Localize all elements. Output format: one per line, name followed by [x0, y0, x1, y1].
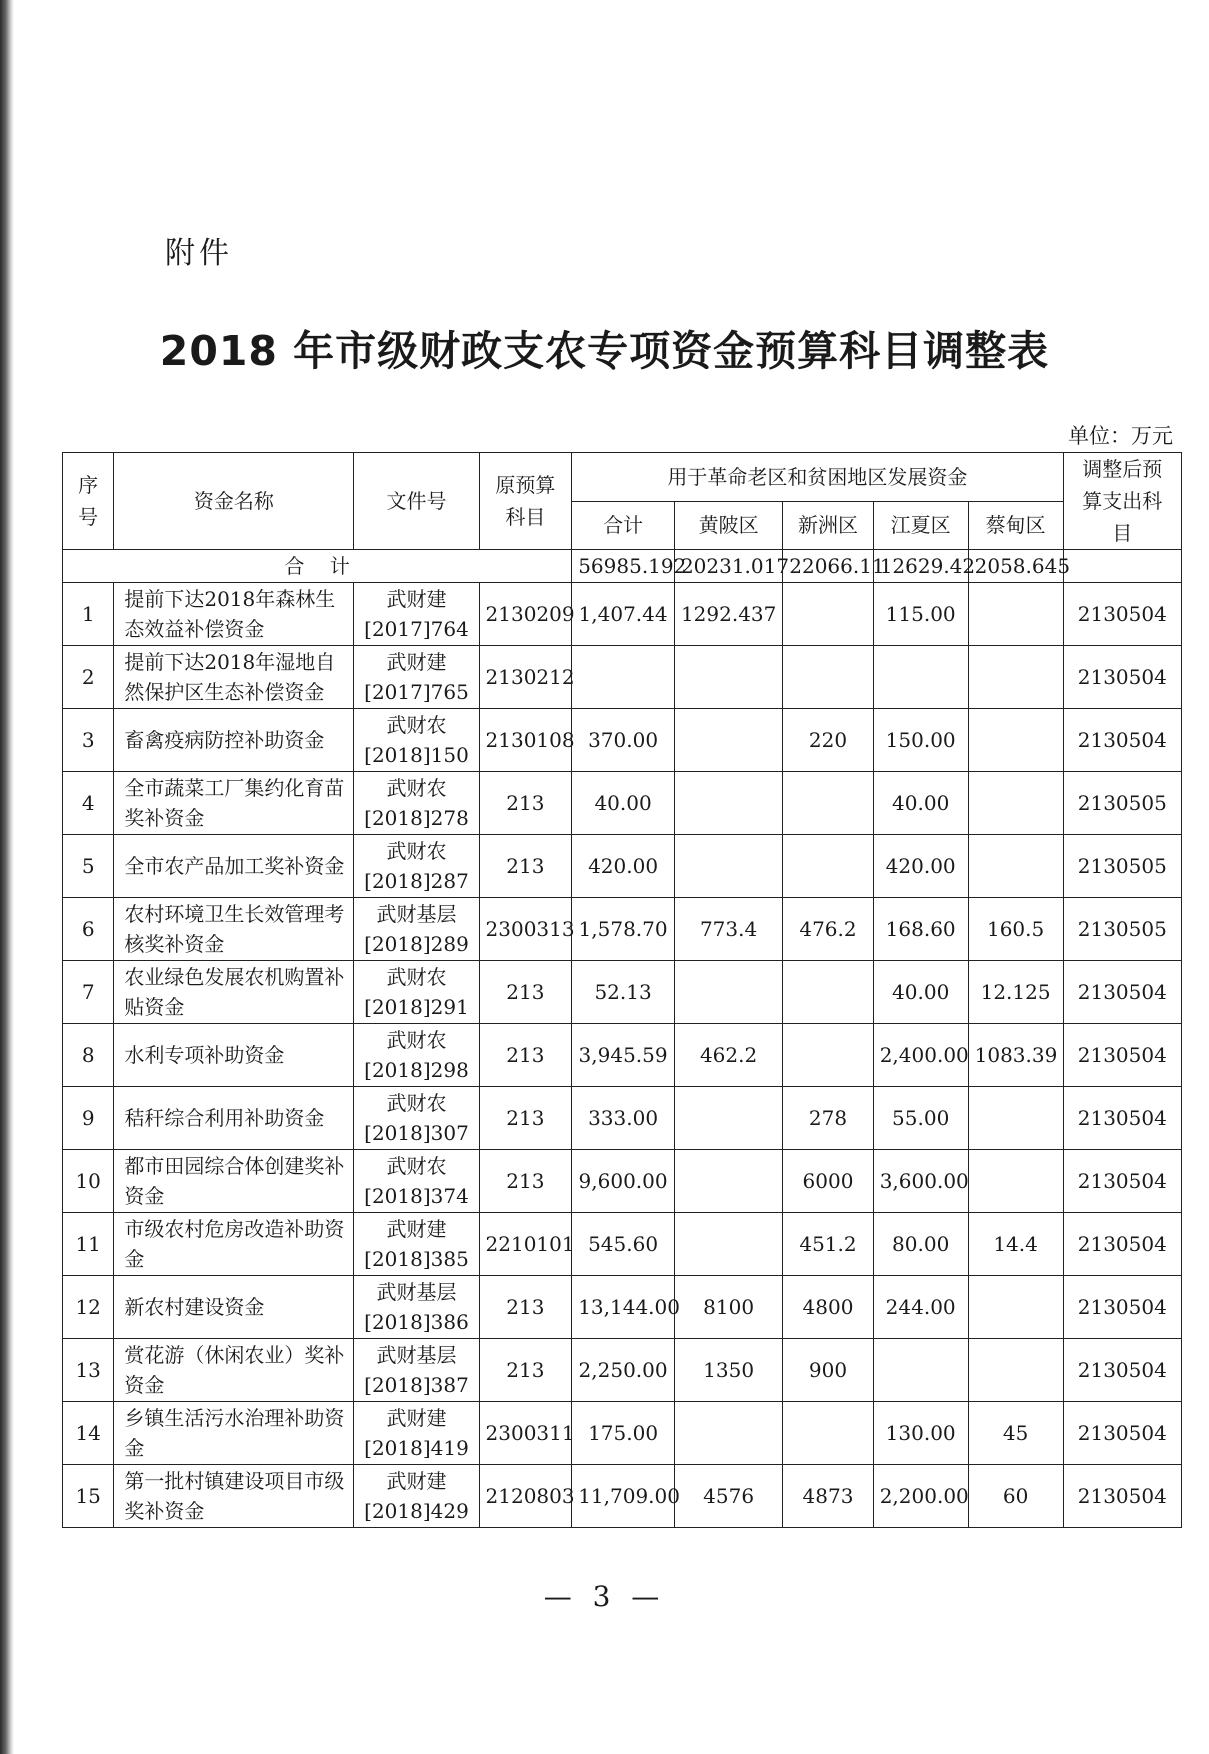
cell-name: 都市田园综合体创建奖补资金 — [114, 1150, 354, 1213]
table-row — [63, 961, 1182, 1024]
table-row — [63, 709, 1182, 772]
cell-xinzhou: 220 — [783, 709, 873, 772]
cell-orig: 2130212 — [479, 646, 572, 709]
cell-seq: 5 — [63, 835, 114, 898]
cell-caidian — [968, 646, 1063, 709]
cell-doc: 武财建[2018]429 — [354, 1465, 479, 1528]
cell-doc: 武财农[2018]287 — [354, 835, 479, 898]
cell-xinzhou — [783, 1402, 873, 1465]
cell-adjusted: 2130504 — [1063, 1213, 1181, 1276]
attachment-label: 附件 — [165, 236, 233, 271]
cell-huangpi: 773.4 — [674, 898, 782, 961]
cell-jiangxia — [873, 646, 968, 709]
cell-sum: 13,144.00 — [572, 1276, 675, 1339]
cell-jiangxia: 40.00 — [873, 772, 968, 835]
cell-adjusted: 2130504 — [1063, 961, 1181, 1024]
cell-caidian: 1083.39 — [968, 1024, 1063, 1087]
total-jiangxia: 12629.42 — [873, 550, 968, 583]
cell-name: 农村环境卫生长效管理考核奖补资金 — [114, 898, 354, 961]
cell-huangpi — [674, 709, 782, 772]
cell-sum: 1,407.44 — [572, 583, 675, 646]
header-xinzhou: 新洲区 — [783, 501, 873, 550]
cell-orig: 213 — [479, 835, 572, 898]
cell-xinzhou: 4800 — [783, 1276, 873, 1339]
cell-doc: 武财农[2018]150 — [354, 709, 479, 772]
cell-adjusted: 2130504 — [1063, 1276, 1181, 1339]
table-row — [63, 898, 1182, 961]
cell-seq: 7 — [63, 961, 114, 1024]
cell-xinzhou: 451.2 — [783, 1213, 873, 1276]
cell-adjusted: 2130504 — [1063, 1465, 1181, 1528]
cell-seq: 2 — [63, 646, 114, 709]
table-row — [63, 1213, 1182, 1276]
cell-jiangxia: 2,200.00 — [873, 1465, 968, 1528]
cell-adjusted: 2130504 — [1063, 583, 1181, 646]
header-adjusted: 调整后预算支出科目 — [1063, 453, 1181, 550]
cell-name: 新农村建设资金 — [114, 1276, 354, 1339]
cell-seq: 6 — [63, 898, 114, 961]
cell-caidian — [968, 1150, 1063, 1213]
cell-orig: 213 — [479, 1150, 572, 1213]
cell-doc: 武财建[2018]419 — [354, 1402, 479, 1465]
cell-adjusted: 2130505 — [1063, 835, 1181, 898]
cell-xinzhou: 476.2 — [783, 898, 873, 961]
budget-table — [62, 452, 1182, 1528]
header-sum: 合计 — [572, 501, 675, 550]
cell-doc: 武财基层[2018]289 — [354, 898, 479, 961]
cell-sum: 3,945.59 — [572, 1024, 675, 1087]
page-title: 2018 年市级财政支农专项资金预算科目调整表 — [159, 327, 1050, 375]
cell-huangpi: 1350 — [674, 1339, 782, 1402]
cell-seq: 11 — [63, 1213, 114, 1276]
cell-huangpi — [674, 646, 782, 709]
cell-name: 第一批村镇建设项目市级奖补资金 — [114, 1465, 354, 1528]
cell-jiangxia: 420.00 — [873, 835, 968, 898]
header-name: 资金名称 — [114, 453, 354, 550]
cell-orig: 213 — [479, 1276, 572, 1339]
cell-orig: 2130209 — [479, 583, 572, 646]
cell-orig: 213 — [479, 1339, 572, 1402]
cell-seq: 10 — [63, 1150, 114, 1213]
cell-adjusted: 2130504 — [1063, 1402, 1181, 1465]
cell-jiangxia: 115.00 — [873, 583, 968, 646]
cell-orig: 2210101 — [479, 1213, 572, 1276]
cell-xinzhou — [783, 1024, 873, 1087]
cell-sum — [572, 646, 675, 709]
total-label: 合 计 — [63, 550, 572, 583]
cell-huangpi: 8100 — [674, 1276, 782, 1339]
cell-sum: 2,250.00 — [572, 1339, 675, 1402]
cell-orig: 213 — [479, 1024, 572, 1087]
header-seq: 序号 — [63, 453, 114, 550]
cell-caidian: 12.125 — [968, 961, 1063, 1024]
total-xinzhou: 22066.11 — [783, 550, 873, 583]
table-row — [63, 583, 1182, 646]
cell-name: 全市蔬菜工厂集约化育苗奖补资金 — [114, 772, 354, 835]
cell-huangpi: 1292.437 — [674, 583, 782, 646]
cell-xinzhou — [783, 961, 873, 1024]
cell-name: 秸秆综合利用补助资金 — [114, 1087, 354, 1150]
cell-xinzhou: 4873 — [783, 1465, 873, 1528]
cell-seq: 12 — [63, 1276, 114, 1339]
table-row — [63, 772, 1182, 835]
cell-sum: 1,578.70 — [572, 898, 675, 961]
cell-xinzhou — [783, 583, 873, 646]
cell-jiangxia: 130.00 — [873, 1402, 968, 1465]
cell-sum: 333.00 — [572, 1087, 675, 1150]
header-row-1 — [63, 453, 1182, 502]
cell-adjusted: 2130504 — [1063, 1339, 1181, 1402]
cell-huangpi — [674, 1150, 782, 1213]
cell-jiangxia: 55.00 — [873, 1087, 968, 1150]
cell-orig: 213 — [479, 1087, 572, 1150]
cell-jiangxia: 150.00 — [873, 709, 968, 772]
cell-seq: 13 — [63, 1339, 114, 1402]
cell-doc: 武财基层[2018]386 — [354, 1276, 479, 1339]
cell-huangpi — [674, 772, 782, 835]
cell-sum: 175.00 — [572, 1402, 675, 1465]
table-row — [63, 1024, 1182, 1087]
cell-doc: 武财农[2018]278 — [354, 772, 479, 835]
cell-name: 赏花游（休闲农业）奖补资金 — [114, 1339, 354, 1402]
cell-xinzhou: 900 — [783, 1339, 873, 1402]
cell-huangpi — [674, 961, 782, 1024]
table-row — [63, 1150, 1182, 1213]
cell-seq: 1 — [63, 583, 114, 646]
cell-huangpi — [674, 1087, 782, 1150]
cell-xinzhou: 278 — [783, 1087, 873, 1150]
header-huangpi: 黄陂区 — [674, 501, 782, 550]
cell-doc: 武财农[2018]291 — [354, 961, 479, 1024]
cell-doc: 武财建[2017]764 — [354, 583, 479, 646]
header-group: 用于革命老区和贫困地区发展资金 — [572, 453, 1063, 502]
total-sum: 56985.192 — [572, 550, 675, 583]
cell-caidian — [968, 835, 1063, 898]
table-row — [63, 1087, 1182, 1150]
cell-caidian — [968, 772, 1063, 835]
cell-seq: 4 — [63, 772, 114, 835]
cell-name: 乡镇生活污水治理补助资金 — [114, 1402, 354, 1465]
cell-orig: 2130108 — [479, 709, 572, 772]
cell-caidian — [968, 583, 1063, 646]
table-row — [63, 1465, 1182, 1528]
cell-sum: 370.00 — [572, 709, 675, 772]
table-row — [63, 1402, 1182, 1465]
cell-sum: 52.13 — [572, 961, 675, 1024]
cell-seq: 9 — [63, 1087, 114, 1150]
table-row — [63, 835, 1182, 898]
cell-doc: 武财农[2018]298 — [354, 1024, 479, 1087]
cell-jiangxia — [873, 1339, 968, 1402]
header-caidian: 蔡甸区 — [968, 501, 1063, 550]
cell-huangpi: 462.2 — [674, 1024, 782, 1087]
cell-jiangxia: 80.00 — [873, 1213, 968, 1276]
cell-caidian — [968, 709, 1063, 772]
cell-orig: 2300311 — [479, 1402, 572, 1465]
cell-name: 提前下达2018年湿地自然保护区生态补偿资金 — [114, 646, 354, 709]
cell-xinzhou — [783, 835, 873, 898]
cell-doc: 武财建[2017]765 — [354, 646, 479, 709]
cell-xinzhou — [783, 772, 873, 835]
cell-orig: 2120803 — [479, 1465, 572, 1528]
total-adjusted — [1063, 550, 1181, 583]
cell-adjusted: 2130504 — [1063, 646, 1181, 709]
cell-orig: 213 — [479, 961, 572, 1024]
cell-name: 全市农产品加工奖补资金 — [114, 835, 354, 898]
cell-adjusted: 2130504 — [1063, 1087, 1181, 1150]
cell-huangpi — [674, 1402, 782, 1465]
cell-adjusted: 2130504 — [1063, 1150, 1181, 1213]
cell-jiangxia: 244.00 — [873, 1276, 968, 1339]
cell-name: 水利专项补助资金 — [114, 1024, 354, 1087]
cell-seq: 14 — [63, 1402, 114, 1465]
cell-xinzhou — [783, 646, 873, 709]
cell-jiangxia: 2,400.00 — [873, 1024, 968, 1087]
header-jiangxia: 江夏区 — [873, 501, 968, 550]
header-orig: 原预算科目 — [479, 453, 572, 550]
cell-jiangxia: 40.00 — [873, 961, 968, 1024]
cell-doc: 武财基层[2018]387 — [354, 1339, 479, 1402]
cell-caidian: 14.4 — [968, 1213, 1063, 1276]
cell-seq: 3 — [63, 709, 114, 772]
cell-caidian — [968, 1087, 1063, 1150]
cell-sum: 9,600.00 — [572, 1150, 675, 1213]
cell-sum: 420.00 — [572, 835, 675, 898]
cell-caidian: 45 — [968, 1402, 1063, 1465]
cell-orig: 2300313 — [479, 898, 572, 961]
cell-doc: 武财建[2018]385 — [354, 1213, 479, 1276]
cell-caidian: 160.5 — [968, 898, 1063, 961]
header-doc: 文件号 — [354, 453, 479, 550]
cell-caidian — [968, 1276, 1063, 1339]
cell-sum: 545.60 — [572, 1213, 675, 1276]
total-huangpi: 20231.017 — [674, 550, 782, 583]
cell-adjusted: 2130505 — [1063, 898, 1181, 961]
cell-adjusted: 2130504 — [1063, 1024, 1181, 1087]
cell-xinzhou: 6000 — [783, 1150, 873, 1213]
cell-seq: 8 — [63, 1024, 114, 1087]
cell-caidian: 60 — [968, 1465, 1063, 1528]
table-row — [63, 1276, 1182, 1339]
cell-adjusted: 2130505 — [1063, 772, 1181, 835]
cell-huangpi: 4576 — [674, 1465, 782, 1528]
page-number: — 3 — — [543, 1580, 666, 1613]
cell-name: 农业绿色发展农机购置补贴资金 — [114, 961, 354, 1024]
unit-label: 单位：万元 — [1068, 424, 1173, 448]
cell-huangpi — [674, 1213, 782, 1276]
table-row — [63, 646, 1182, 709]
total-row — [63, 550, 1182, 583]
cell-sum: 11,709.00 — [572, 1465, 675, 1528]
cell-caidian — [968, 1339, 1063, 1402]
cell-doc: 武财农[2018]307 — [354, 1087, 479, 1150]
total-caidian: 2058.645 — [968, 550, 1063, 583]
cell-name: 畜禽疫病防控补助资金 — [114, 709, 354, 772]
cell-name: 市级农村危房改造补助资金 — [114, 1213, 354, 1276]
cell-jiangxia: 3,600.00 — [873, 1150, 968, 1213]
cell-seq: 15 — [63, 1465, 114, 1528]
cell-huangpi — [674, 835, 782, 898]
scan-edge — [0, 0, 14, 1754]
cell-adjusted: 2130504 — [1063, 709, 1181, 772]
cell-name: 提前下达2018年森林生态效益补偿资金 — [114, 583, 354, 646]
cell-doc: 武财农[2018]374 — [354, 1150, 479, 1213]
cell-orig: 213 — [479, 772, 572, 835]
table-row — [63, 1339, 1182, 1402]
cell-sum: 40.00 — [572, 772, 675, 835]
cell-jiangxia: 168.60 — [873, 898, 968, 961]
